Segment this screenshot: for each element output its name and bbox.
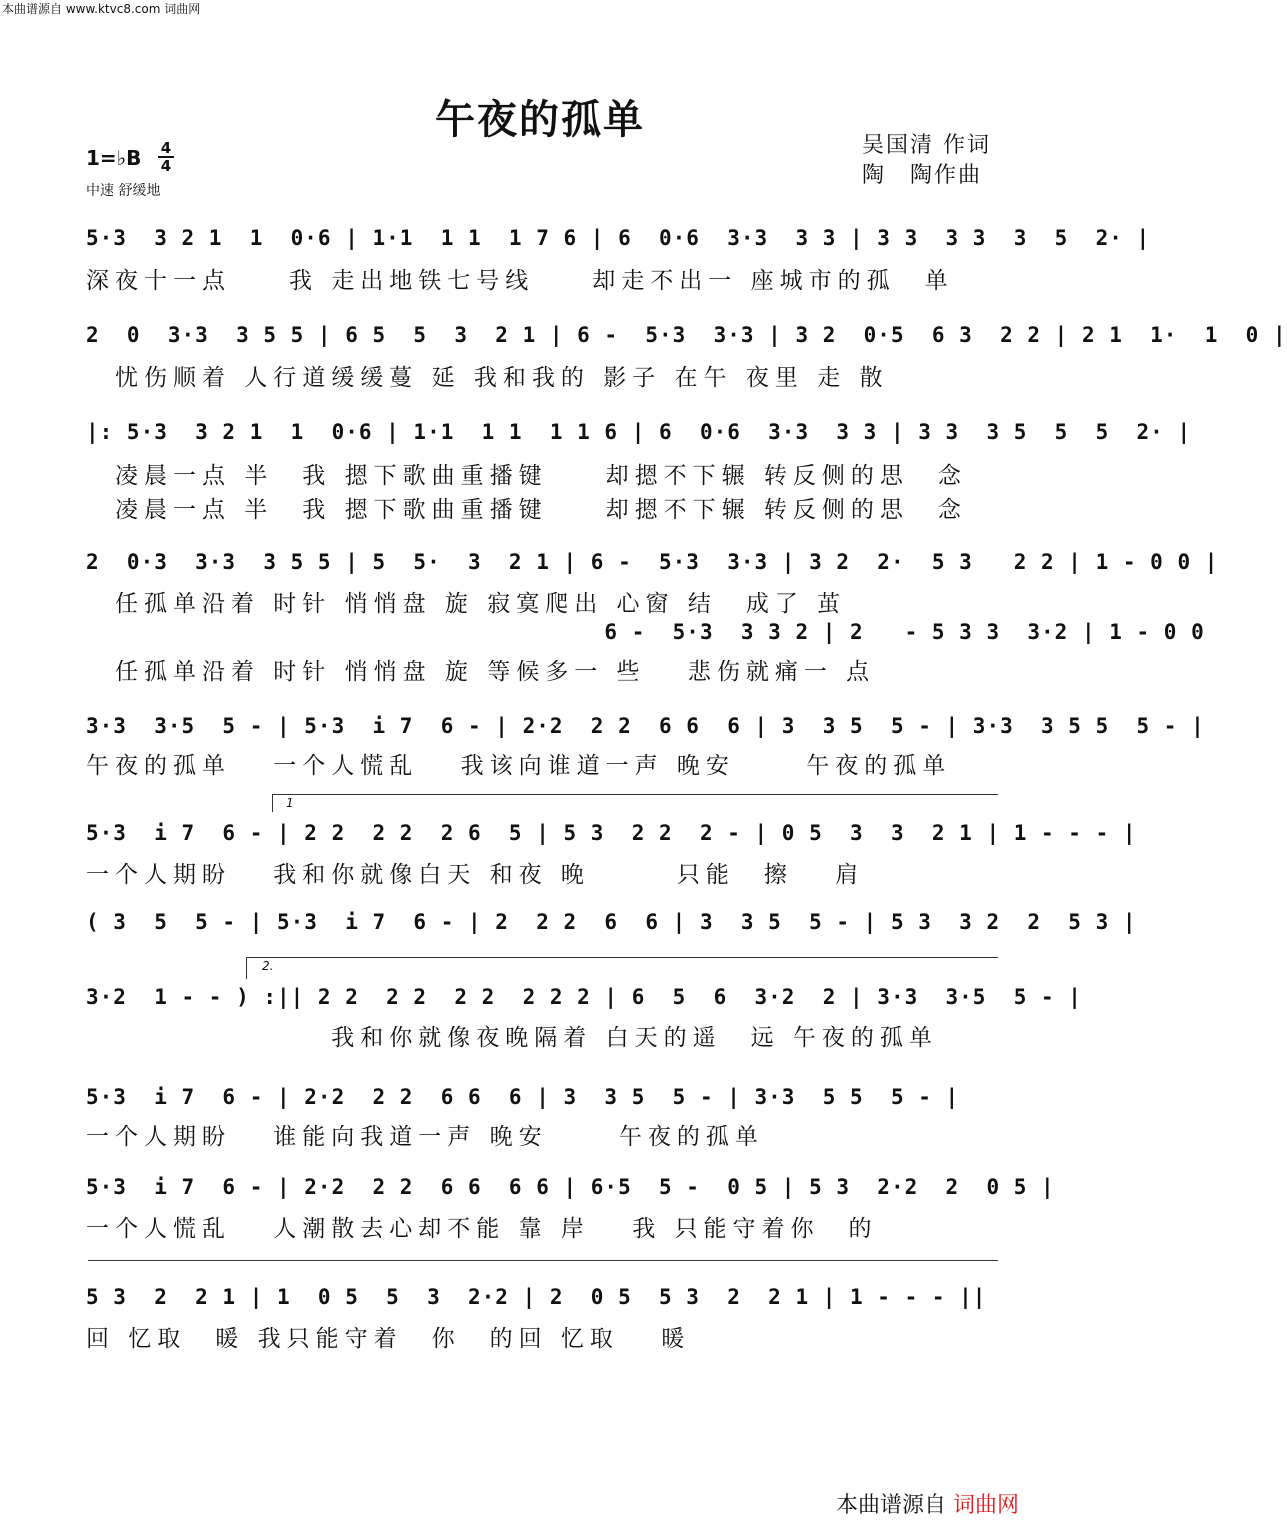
watermark-left-text: 本曲谱源自 — [836, 1493, 947, 1518]
composer-credit: 陶 陶作曲 — [862, 163, 983, 188]
lyric-line-10: 一个人慌乱 人潮散去心却不能 靠 岸 我 只能守着你 的 — [86, 1216, 878, 1242]
notation-line-11: 5 3 2 2 1 | 1 0 5 5 3 2·2 | 2 0 5 5 3 2 2 1 | 1 - - - || — [86, 1285, 987, 1309]
notation-line-3: |: 5·3 3 2 1 1 0·6 | 1·1 1 1 1 1 6 | 6 0·6 3·3 3 3 | 3 3 3 5 5 5 2· | — [86, 420, 1192, 444]
lyric-line-8: 我和你就像夜晚隔着 白天的遥 远 午夜的孤单 — [86, 1025, 938, 1051]
lyric-line-3a: 凌晨一点 半 我 摁下歌曲重播键 却摁不下辗 转反侧的思 念 — [86, 463, 967, 489]
first-ending-number: 1 — [286, 796, 294, 810]
time-signature — [156, 140, 176, 174]
notation-line-4: 2 0·3 3·3 3 5 5 | 5 5· 3 2 1 | 6 - 5·3 3·3 | 3 2 2· 5 3 2 2 | 1 - 0 0 | — [86, 550, 1219, 574]
lyric-line-2: 忧伤顺着 人行道缓缓蔓 延 我和我的 影子 在午 夜里 走 散 — [86, 365, 889, 391]
notation-line-10: 5·3 i 7 6 - | 2·2 2 2 6 6 6 6 | 6·5 5 - 0 5 | 5 3 2·2 2 0 5 | — [86, 1175, 1055, 1199]
lyric-line-9: 一个人期盼 谁能向我道一声 晚安 午夜的孤单 — [86, 1124, 764, 1150]
coda-bracket — [88, 1260, 998, 1261]
notation-line-9: 5·3 i 7 6 - | 2·2 2 2 6 6 6 | 3 3 5 5 - | 3·3 5 5 5 - | — [86, 1085, 960, 1109]
lyric-line-4: 任孤单沿着 时针 悄悄盘 旋 寂寞爬出 心窗 结 成了 茧 — [86, 591, 847, 617]
time-signature-bottom: 4 — [160, 157, 172, 175]
lyric-line-3b: 凌晨一点 半 我 摁下歌曲重播键 却摁不下辗 转反侧的思 念 — [86, 497, 967, 523]
lyricist-credit: 吴国清 作词 — [862, 133, 991, 158]
second-ending-number: 2. — [262, 959, 274, 973]
notation-line-6: 5·3 i 7 6 - | 2 2 2 2 2 6 5 | 5 3 2 2 2 - | 0 5 3 3 2 1 | 1 - - - | — [86, 821, 1137, 845]
second-ending-bracket — [246, 957, 998, 958]
second-ending-bracket-edge — [246, 957, 247, 979]
lyric-line-4-alt: 任孤单沿着 时针 悄悄盘 旋 等候多一 些 悲伤就痛一 点 — [86, 659, 876, 685]
site-source-line: 本曲谱源自 www.ktvc8.com 词曲网 — [2, 2, 201, 16]
notation-line-7: ( 3 5 5 - | 5·3 i 7 6 - | 2 2 2 6 6 | 3 3 5 5 - | 5 3 3 2 2 5 3 | — [86, 910, 1137, 934]
first-ending-bracket — [272, 794, 998, 795]
watermark — [836, 1488, 1019, 1519]
notation-line-5: 3·3 3·5 5 - | 5·3 i 7 6 - | 2·2 2 2 6 6 6 | 3 3 5 5 - | 3·3 3 5 5 5 - | — [86, 714, 1205, 738]
notation-line-4-alt: 6 - 5·3 3 3 2 | 2 - 5 3 3 3·2 | 1 - 0 0 — [86, 620, 1205, 644]
first-ending-bracket-edge — [272, 794, 273, 812]
notation-line-2: 2 0 3·3 3 5 5 | 6 5 5 3 2 1 | 6 - 5·3 3·3 | 3 2 0·5 6 3 2 2 | 2 1 1· 1 0 | — [86, 323, 1287, 347]
tempo-marking: 中速 舒缓地 — [86, 183, 161, 199]
notation-line-8: 3·2 1 - - ) :|| 2 2 2 2 2 2 2 2 2 | 6 5 6 3·2 2 | 3·3 3·5 5 - | — [86, 985, 1082, 1009]
song-title: 午夜的孤单 — [435, 96, 645, 143]
key-signature: 1=♭B — [86, 146, 142, 170]
notation-line-1: 5·3 3 2 1 1 0·6 | 1·1 1 1 1 7 6 | 6 0·6 3·3 3 3 | 3 3 3 3 3 5 2· | — [86, 226, 1151, 250]
watermark-right-text: 词曲网 — [953, 1493, 1020, 1518]
lyric-line-11: 回 忆取 暖 我只能守着 你 的回 忆取 暖 — [86, 1326, 691, 1352]
lyric-line-5: 午夜的孤单 一个人慌乱 我该向谁道一声 晚安 午夜的孤单 — [86, 753, 952, 779]
time-signature-top: 4 — [160, 139, 172, 157]
lyric-line-1: 深夜十一点 我 走出地铁七号线 却走不出一 座城市的孤 单 — [86, 268, 954, 294]
lyric-line-6: 一个人期盼 我和你就像白天 和夜 晚 只能 擦 肩 — [86, 862, 865, 888]
